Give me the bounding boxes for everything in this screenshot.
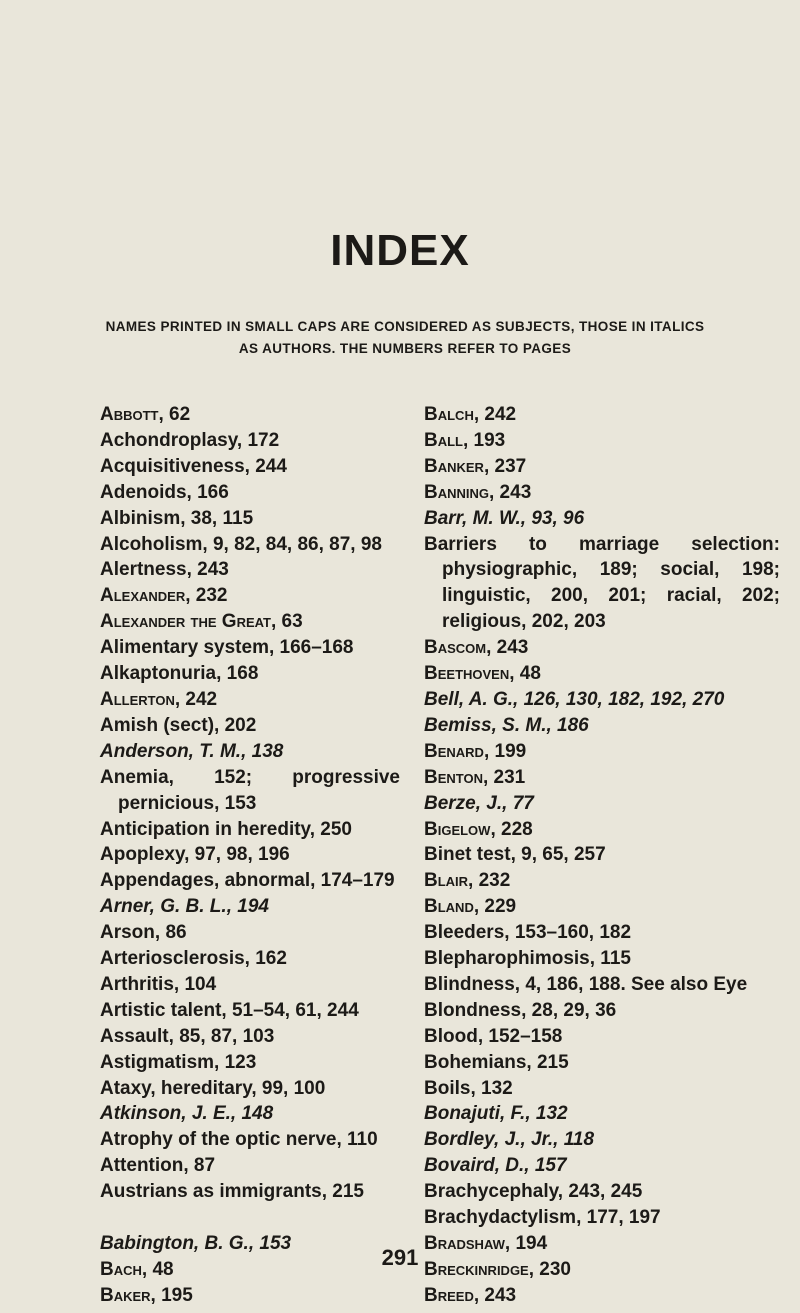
index-entry: Alcoholism, 9, 82, 84, 86, 87, 98 bbox=[100, 533, 382, 555]
index-entry: Baker, 195 bbox=[100, 1284, 193, 1306]
index-entry: Allerton, 242 bbox=[100, 688, 218, 710]
index-entry: Acquisitiveness, 244 bbox=[100, 455, 287, 477]
index-entry: Arteriosclerosis, 162 bbox=[100, 948, 287, 970]
index-entry: Blindness, 4, 186, 188. See also Eye bbox=[424, 973, 748, 995]
index-note-line-1: NAMES PRINTED IN SMALL CAPS ARE CONSIDERED AS SUBJECTS, THOSE IN ITALICS bbox=[105, 319, 705, 334]
index-entry: Bigelow, 228 bbox=[424, 818, 533, 840]
index-entry: Anticipation in heredity, 250 bbox=[100, 818, 352, 840]
index-entry: Alexander, 232 bbox=[100, 585, 228, 607]
index-entry: Assault, 85, 87, 103 bbox=[100, 1025, 275, 1047]
index-entry: Astigmatism, 123 bbox=[100, 1051, 257, 1073]
index-entry: Anemia, 152; progressive pernicious, 153 bbox=[100, 766, 400, 814]
index-entry: Atkinson, J. E., 148 bbox=[100, 1103, 274, 1125]
page-number: 291 bbox=[381, 1245, 419, 1270]
index-entry: Barriers to marriage selection: physiographic, 189; social, 198; linguistic, 200, 201; racial, 202; religious, 202, 203 bbox=[424, 533, 780, 633]
index-entry: Amish (sect), 202 bbox=[100, 714, 257, 736]
index-entry: Bland, 229 bbox=[424, 896, 517, 918]
index-entry: Blondness, 28, 29, 36 bbox=[424, 999, 617, 1021]
index-entry: Banning, 243 bbox=[424, 481, 532, 503]
index-column-right bbox=[424, 402, 780, 1309]
index-gap bbox=[100, 1205, 400, 1231]
index-entry: Binet test, 9, 65, 257 bbox=[424, 844, 606, 866]
index-entry: Bradshaw, 194 bbox=[424, 1233, 548, 1254]
index-note bbox=[60, 316, 750, 360]
index-entry: Beethoven, 48 bbox=[424, 663, 541, 685]
index-entry: Boils, 132 bbox=[424, 1077, 513, 1099]
index-entry: Breckinridge, 230 bbox=[424, 1258, 571, 1280]
index-entry: Balch, 242 bbox=[424, 404, 517, 425]
index-entry: Abbott, 62 bbox=[100, 404, 191, 425]
index-entry: Benard, 199 bbox=[424, 740, 527, 762]
index-entry: Bonajuti, F., 132 bbox=[424, 1103, 568, 1125]
index-column-left bbox=[100, 402, 400, 1309]
index-entry: Bascom, 243 bbox=[424, 637, 529, 659]
index-entry: Berze, J., 77 bbox=[424, 792, 534, 814]
index-entry: Ball, 193 bbox=[424, 429, 506, 451]
index-entry: Arson, 86 bbox=[100, 922, 187, 944]
index-entry: Blood, 152–158 bbox=[424, 1025, 563, 1047]
index-entry: Appendages, abnormal, 174–179 bbox=[100, 870, 395, 892]
index-entry: Atrophy of the optic nerve, 110 bbox=[100, 1129, 378, 1151]
index-entry: Blepharophimosis, 115 bbox=[424, 948, 631, 970]
index-entry: Bell, A. G., 126, 130, 182, 192, 270 bbox=[424, 688, 725, 710]
index-entry: Bemiss, S. M., 186 bbox=[424, 714, 589, 736]
index-entry: Alertness, 243 bbox=[100, 559, 229, 581]
index-entry: Benton, 231 bbox=[424, 766, 526, 788]
index-entry: Brachycephaly, 243, 245 bbox=[424, 1181, 643, 1203]
index-entry: Barr, M. W., 93, 96 bbox=[424, 507, 585, 529]
index-entry: Bach, 48 bbox=[100, 1259, 174, 1280]
index-entry: Bohemians, 215 bbox=[424, 1051, 569, 1073]
index-entry: Babington, B. G., 153 bbox=[100, 1233, 292, 1255]
index-entry: Blair, 232 bbox=[424, 870, 511, 892]
index-entry: Austrians as immigrants, 215 bbox=[100, 1181, 364, 1203]
index-entry: Achondroplasy, 172 bbox=[100, 429, 280, 451]
index-entry: Bordley, J., Jr., 118 bbox=[424, 1129, 595, 1151]
index-entry: Anderson, T. M., 138 bbox=[100, 740, 284, 762]
index-entry: Apoplexy, 97, 98, 196 bbox=[100, 844, 290, 866]
index-entry: Attention, 87 bbox=[100, 1155, 216, 1177]
index-entry: Albinism, 38, 115 bbox=[100, 507, 254, 529]
index-entry: Ataxy, hereditary, 99, 100 bbox=[100, 1077, 326, 1099]
page-title: INDEX bbox=[330, 226, 470, 275]
index-entry: Arner, G. B. L., 194 bbox=[100, 896, 269, 918]
index-note-line-2: AS AUTHORS. THE NUMBERS REFER TO PAGES bbox=[238, 341, 572, 356]
index-entry: Breed, 243 bbox=[424, 1284, 517, 1306]
index-entry: Adenoids, 166 bbox=[100, 481, 229, 503]
index-entry: Brachydactylism, 177, 197 bbox=[424, 1207, 661, 1229]
index-entry: Alkaptonuria, 168 bbox=[100, 663, 259, 685]
index-entry: Bovaird, D., 157 bbox=[424, 1155, 567, 1177]
index-entry: Artistic talent, 51–54, 61, 244 bbox=[100, 999, 359, 1021]
index-entry: Banker, 237 bbox=[424, 455, 527, 477]
index-entry: Arthritis, 104 bbox=[100, 973, 217, 995]
index-entry: Alexander the Great, 63 bbox=[100, 611, 303, 633]
index-entry: Bleeders, 153–160, 182 bbox=[424, 922, 632, 944]
index-entry: Alimentary system, 166–168 bbox=[100, 637, 354, 659]
